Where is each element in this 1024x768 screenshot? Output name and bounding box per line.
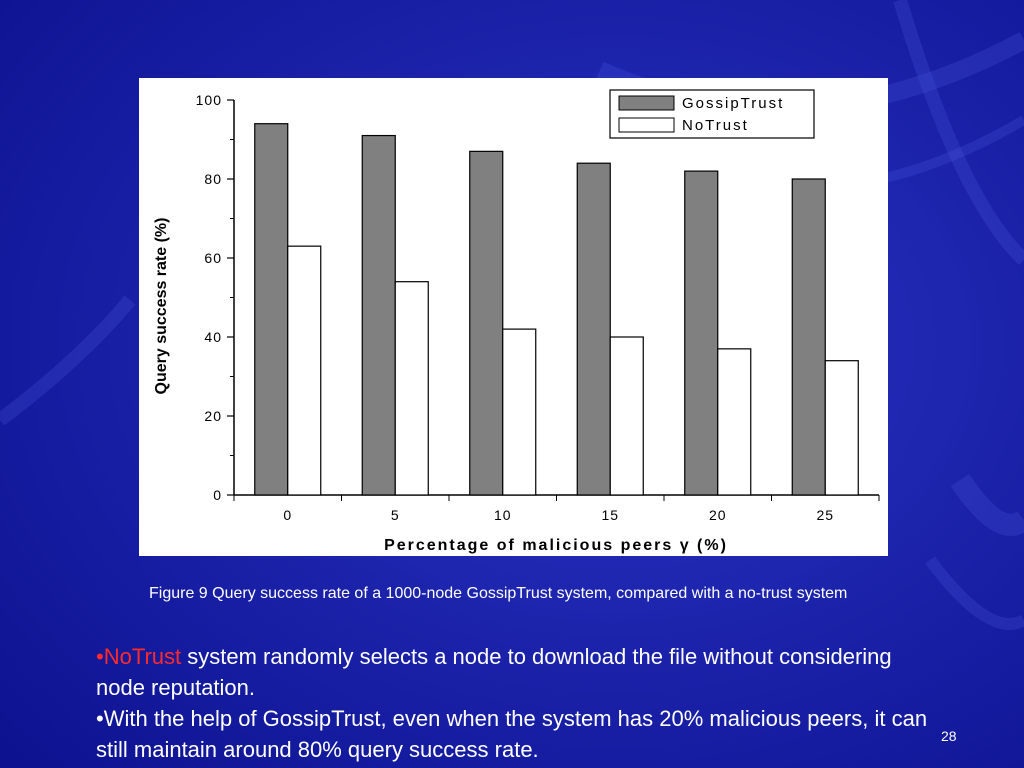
x-tick-label: 5 bbox=[390, 507, 400, 523]
y-tick-label: 60 bbox=[204, 250, 222, 266]
y-tick-label: 80 bbox=[204, 171, 222, 187]
figure-caption: Figure 9 Query success rate of a 1000-node GossipTrust system, compared with a no-trust system bbox=[149, 585, 848, 602]
bar-notrust bbox=[288, 246, 321, 495]
legend-label-gossiptrust: GossipTrust bbox=[682, 95, 785, 112]
chart-panel bbox=[139, 78, 888, 556]
bar-gossiptrust bbox=[685, 171, 718, 495]
x-tick-label: 15 bbox=[601, 507, 620, 523]
y-tick-label: 40 bbox=[204, 329, 222, 345]
x-axis-label: Percentage of malicious peers γ (%) bbox=[384, 537, 728, 554]
bar-notrust bbox=[825, 361, 858, 495]
legend bbox=[610, 90, 814, 138]
bar-chart bbox=[139, 78, 888, 556]
bar-gossiptrust bbox=[470, 151, 503, 495]
bar-gossiptrust bbox=[792, 179, 825, 495]
bar-notrust bbox=[395, 282, 428, 495]
bullet-item bbox=[96, 641, 936, 703]
bullet-text: With the help of GossipTrust, even when the system has 20% malicious peers, it can still maintain around 80% query success rate. bbox=[96, 706, 928, 762]
bullet-item bbox=[96, 703, 936, 765]
bar-gossiptrust bbox=[577, 163, 610, 495]
x-tick-label: 0 bbox=[283, 507, 293, 523]
bullet-marker-red: • bbox=[96, 644, 104, 669]
y-tick-label: 100 bbox=[195, 92, 222, 108]
bar-gossiptrust bbox=[255, 124, 288, 495]
x-tick-label: 20 bbox=[708, 507, 727, 523]
y-tick-label: 20 bbox=[204, 408, 222, 424]
page-number: 28 bbox=[941, 728, 957, 744]
legend-swatch-notrust bbox=[619, 118, 674, 132]
bar-notrust bbox=[718, 349, 751, 495]
bar-gossiptrust bbox=[362, 136, 395, 495]
x-tick-label: 10 bbox=[493, 507, 512, 523]
legend-label-notrust: NoTrust bbox=[682, 117, 749, 134]
x-tick-label: 25 bbox=[816, 507, 835, 523]
y-axis-label: Query success rate (%) bbox=[153, 217, 170, 395]
bullet-text: system randomly selects a node to download the file without considering node reputation. bbox=[96, 644, 892, 700]
y-tick-label: 0 bbox=[213, 487, 222, 503]
bar-notrust bbox=[610, 337, 643, 495]
notrust-highlight: NoTrust bbox=[103, 644, 182, 669]
legend-swatch-gossiptrust bbox=[619, 96, 674, 110]
bullet-marker: • bbox=[96, 706, 104, 731]
bullet-list bbox=[96, 641, 936, 765]
bar-notrust bbox=[503, 329, 536, 495]
